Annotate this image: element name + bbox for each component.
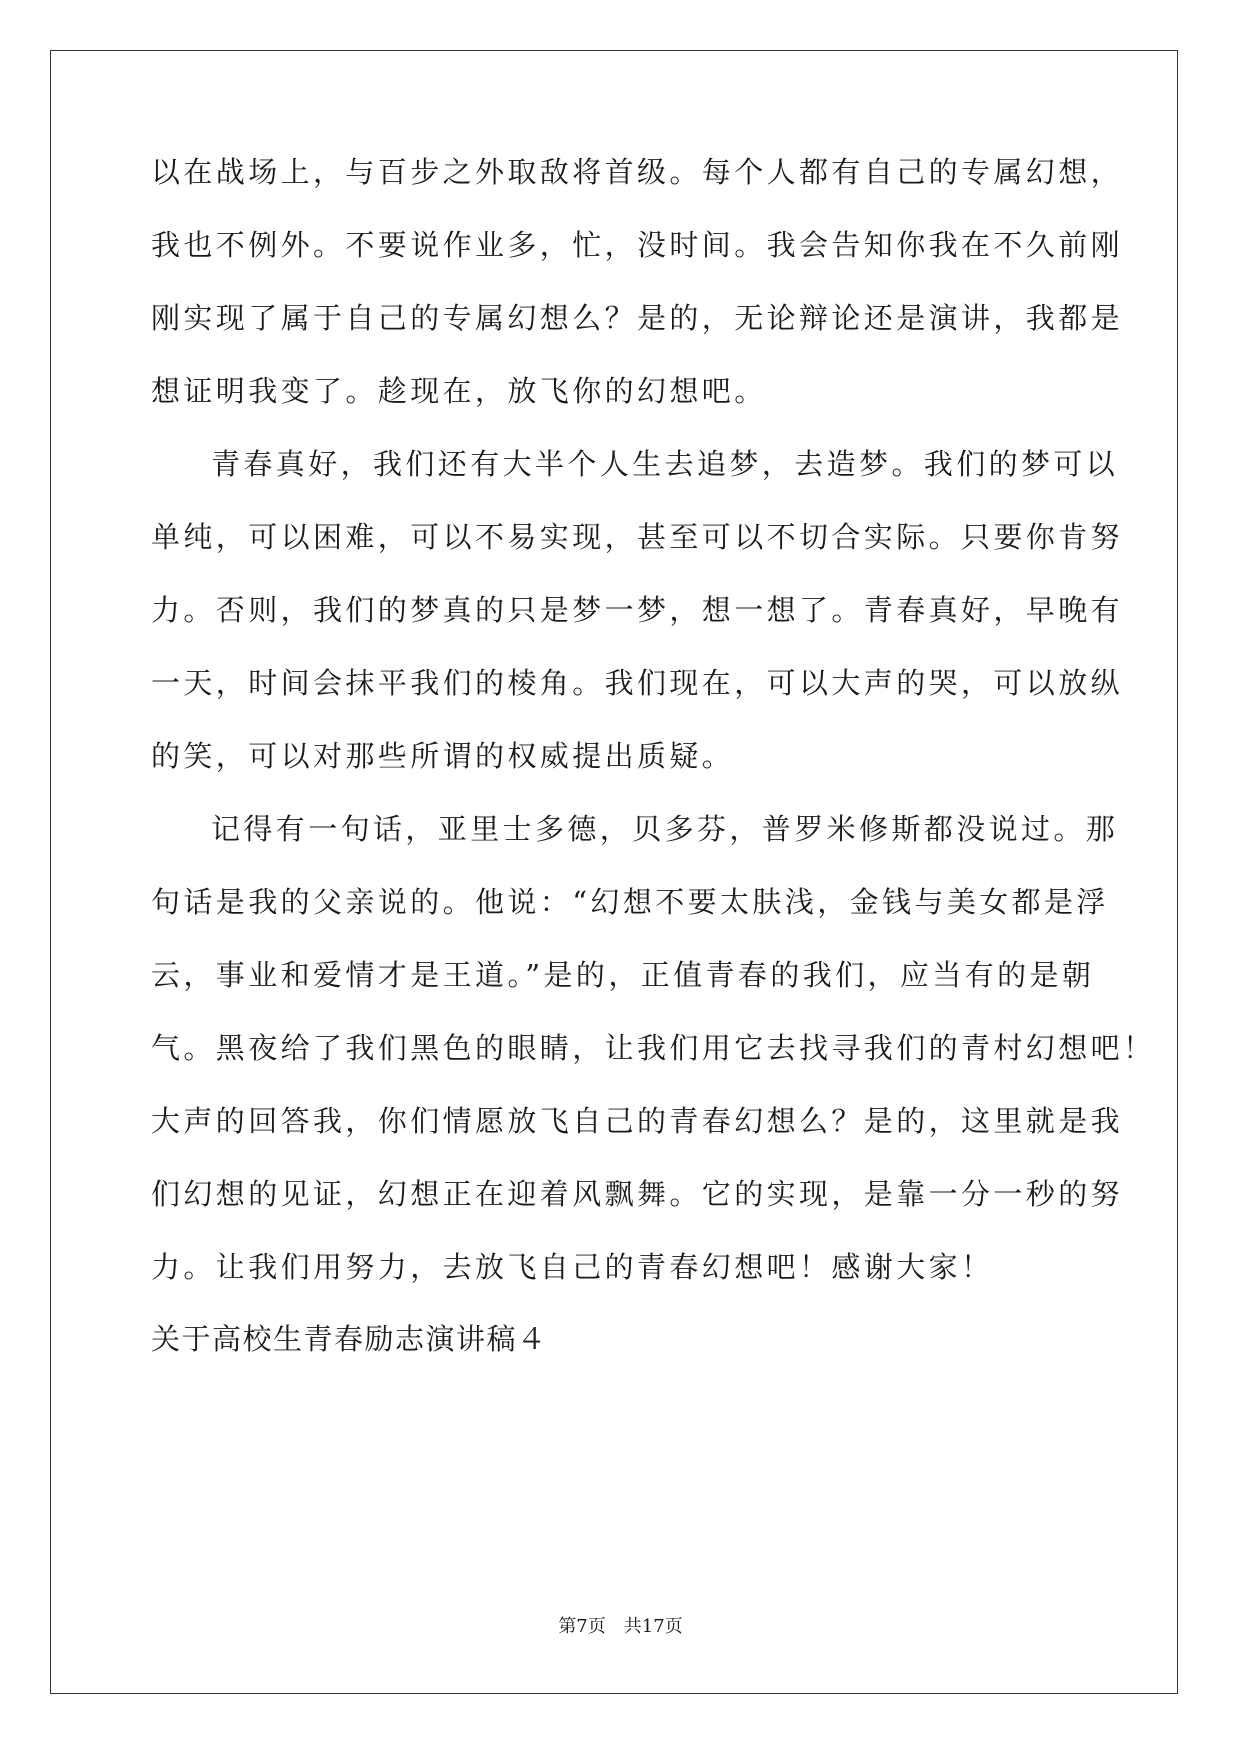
paragraph-3-line-1: 记得有一句话，亚里士多德，贝多芬，普罗米修斯都没说过。那: [211, 812, 1119, 846]
paragraph-2-line-4: 一天，时间会抹平我们的棱角。我们现在，可以大声的哭，可以放纵: [151, 666, 1124, 700]
paragraph-1-line-1: 以在战场上，与百步之外取敌将首级。每个人都有自己的专属幻想，: [151, 155, 1124, 189]
paragraph-3-line-6: 们幻想的见证，幻想正在迎着风飘舞。它的实现，是靠一分一秒的努: [151, 1177, 1124, 1211]
paragraph-1-line-2: 我也不例外。不要说作业多，忙，没时间。我会告知你我在不久前刚: [151, 228, 1124, 262]
paragraph-2-line-3: 力。否则，我们的梦真的只是梦一梦，想一想了。青春真好，早晚有: [151, 593, 1124, 627]
paragraph-1-line-3: 刚实现了属于自己的专属幻想么？是的，无论辩论还是演讲，我都是: [151, 301, 1124, 335]
paragraph-3-line-5: 大声的回答我，你们情愿放飞自己的青春幻想么？是的，这里就是我: [151, 1104, 1124, 1138]
paragraph-1-line-4: 想证明我变了。趁现在，放飞你的幻想吧。: [151, 374, 767, 408]
paragraph-3-line-3: 云，事业和爱情才是王道。”是的，正值青春的我们，应当有的是朝: [151, 958, 1095, 992]
section-heading: 关于高校生青春励志演讲稿４: [151, 1322, 548, 1356]
paragraph-3-line-7: 力。让我们用努力，去放飞自己的青春幻想吧！感谢大家！: [151, 1250, 994, 1284]
page-border: [50, 50, 1178, 1694]
paragraph-2-line-1: 青春真好，我们还有大半个人生去追梦，去造梦。我们的梦可以: [211, 447, 1119, 481]
paragraph-2-line-2: 单纯，可以困难，可以不易实现，甚至可以不切合实际。只要你肯努: [151, 520, 1124, 554]
paragraph-2-line-5: 的笑，可以对那些所谓的权威提出质疑。: [151, 739, 735, 773]
paragraph-3-line-4: 气。黑夜给了我们黑色的眼睛，让我们用它去找寻我们的青村幻想吧！: [151, 1031, 1156, 1065]
page-footer: 第7页 共17页: [558, 1616, 683, 1637]
paragraph-3-line-2: 句话是我的父亲说的。他说：“幻想不要太肤浅，金钱与美女都是浮: [151, 885, 1109, 919]
